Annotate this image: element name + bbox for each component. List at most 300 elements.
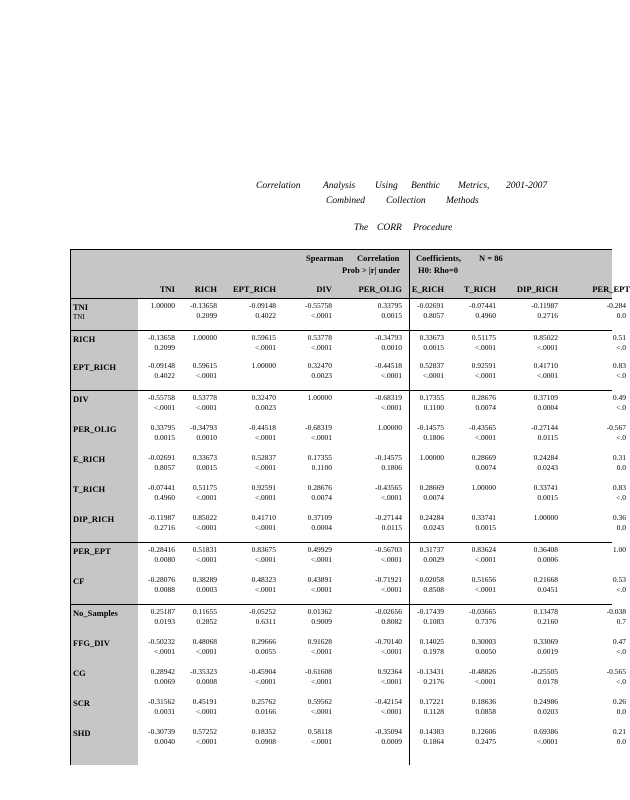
table-cell xyxy=(148,545,175,565)
p-value: <.0001 xyxy=(474,555,496,564)
correlation-value: 0.48323 xyxy=(251,575,276,584)
p-value: 0.0008 xyxy=(196,677,217,686)
p-value: 0.0074 xyxy=(475,463,496,472)
table-cell xyxy=(148,333,175,353)
p-value: 0.0 xyxy=(616,523,626,532)
table-cell xyxy=(472,483,496,493)
row-label: SCR xyxy=(73,698,91,708)
p-value: <.0001 xyxy=(254,433,276,442)
column-header: EPT_RICH xyxy=(233,284,276,294)
table-cell xyxy=(193,453,217,473)
table-cell xyxy=(193,545,217,565)
caption-word: Prob > |r| under xyxy=(342,265,401,275)
title-word: Benthic xyxy=(411,181,441,191)
caption-word: Spearman xyxy=(306,253,344,263)
correlation-value: 1.00000 xyxy=(192,333,217,342)
correlation-value: 0.53778 xyxy=(307,333,332,342)
table-cell xyxy=(534,333,558,353)
table-cell xyxy=(375,637,402,657)
p-value: <.0001 xyxy=(380,707,402,716)
p-value: 0.1100 xyxy=(423,403,444,412)
p-value: 0.0 xyxy=(616,463,626,472)
correlation-value: 0.37109 xyxy=(307,513,332,522)
correlation-value: 0.49929 xyxy=(307,545,332,554)
correlation-value: -0.17439 xyxy=(417,607,444,616)
correlation-value: 0.25187 xyxy=(150,607,175,616)
correlation-value: -0.05252 xyxy=(249,607,276,616)
correlation-value: 0.33795 xyxy=(377,301,402,310)
p-value: 0.0023 xyxy=(311,371,332,380)
correlation-value: -0.34793 xyxy=(375,333,402,342)
correlation-value: -0.13658 xyxy=(148,333,175,342)
row-label: CF xyxy=(73,576,85,586)
correlation-value: 0.83 xyxy=(612,483,626,492)
correlation-value: 0.85022 xyxy=(533,333,558,342)
correlation-value: 0.92591 xyxy=(251,483,276,492)
p-value: <.0 xyxy=(616,493,626,502)
p-value: 0.2716 xyxy=(154,523,175,532)
row-label: No_Samples xyxy=(73,608,118,618)
title-word: CORR xyxy=(377,223,402,233)
p-value: 0.0074 xyxy=(475,403,496,412)
correlation-value: 0.51656 xyxy=(471,575,496,584)
correlation-value: -0.28416 xyxy=(148,545,175,554)
p-value: <.0001 xyxy=(153,647,175,656)
table-cell xyxy=(305,301,332,321)
correlation-value: 0.69386 xyxy=(533,727,558,736)
p-value: 0.0178 xyxy=(537,677,558,686)
table-cell xyxy=(193,607,217,627)
title-word: Correlation xyxy=(256,181,301,191)
p-value: <.0001 xyxy=(536,343,558,352)
correlation-value: 0.43891 xyxy=(307,575,332,584)
p-value: <.0 xyxy=(616,677,626,686)
table-cell xyxy=(472,637,496,657)
table-cell xyxy=(613,575,626,595)
p-value: 0.0115 xyxy=(381,523,402,532)
correlation-value: 0.51831 xyxy=(192,545,217,554)
correlation-value: 0.53 xyxy=(612,575,626,584)
p-value: <.0001 xyxy=(474,433,496,442)
p-value: <.0001 xyxy=(310,433,332,442)
p-value: 0.0019 xyxy=(537,647,558,656)
correlation-value: -0.35323 xyxy=(190,667,217,676)
p-value: 0.2176 xyxy=(423,677,444,686)
table-cell xyxy=(148,393,175,413)
correlation-value: 0.59615 xyxy=(251,333,276,342)
p-value: 0.0029 xyxy=(423,555,444,564)
header-rule xyxy=(70,298,612,299)
column-header: T_RICH xyxy=(463,284,496,294)
correlation-value: -0.61608 xyxy=(305,667,332,676)
correlation-value: 0.01362 xyxy=(307,607,332,616)
table-cell xyxy=(472,393,496,413)
table-cell xyxy=(151,301,175,311)
table-cell xyxy=(375,727,402,747)
correlation-value: 0.91628 xyxy=(307,637,332,646)
table-cell xyxy=(252,697,276,717)
correlation-value: -0.09148 xyxy=(148,361,175,370)
correlation-value: 0.37109 xyxy=(533,393,558,402)
p-value: <.0001 xyxy=(254,555,276,564)
correlation-value: 0.85022 xyxy=(192,513,217,522)
p-value: 0.2160 xyxy=(537,617,558,626)
p-value: 0.0 xyxy=(616,311,626,320)
p-value: 0.0908 xyxy=(255,737,276,746)
correlation-value: -0.038 xyxy=(606,607,626,616)
correlation-value: 0.17221 xyxy=(419,697,444,706)
p-value: 0.0088 xyxy=(154,585,175,594)
correlation-value: -0.02656 xyxy=(375,607,402,616)
p-value: 0.0074 xyxy=(311,493,332,502)
row-label: DIP_RICH xyxy=(73,514,115,524)
correlation-value: 0.92591 xyxy=(471,361,496,370)
table-cell xyxy=(472,727,496,747)
table-cell xyxy=(469,423,496,443)
correlation-value: 0.17355 xyxy=(419,393,444,402)
correlation-value: 0.51175 xyxy=(471,333,496,342)
p-value: 0.8057 xyxy=(423,311,444,320)
p-value: 0.0003 xyxy=(196,585,217,594)
caption-word: H0: Rho=0 xyxy=(418,265,459,275)
p-value: 0.0004 xyxy=(311,523,332,532)
correlation-value: -0.55758 xyxy=(305,301,332,310)
table-cell xyxy=(193,697,217,717)
title-word: Combined xyxy=(326,196,366,206)
table-cell xyxy=(472,697,496,717)
correlation-value: 0.41710 xyxy=(251,513,276,522)
table-cell xyxy=(193,483,217,503)
correlation-value: -0.45904 xyxy=(249,667,276,676)
correlation-value: -0.42154 xyxy=(375,697,402,706)
table-cell xyxy=(534,545,558,565)
p-value: <.0001 xyxy=(310,311,332,320)
correlation-value: 0.31737 xyxy=(419,545,444,554)
table-cell xyxy=(417,667,444,687)
row-label: EPT_RICH xyxy=(73,362,116,372)
p-value: 0.2099 xyxy=(196,311,217,320)
p-value: <.0001 xyxy=(153,403,175,412)
correlation-value: 0.28669 xyxy=(419,483,444,492)
table-cell xyxy=(375,697,402,717)
table-cell xyxy=(375,453,402,473)
column-header: PER_OLIG xyxy=(358,284,402,294)
p-value: 0.0166 xyxy=(255,707,276,716)
correlation-value: 0.33741 xyxy=(533,483,558,492)
table-cell xyxy=(375,361,402,381)
column-header: DIV xyxy=(316,284,332,294)
correlation-value: -0.55758 xyxy=(148,393,175,402)
p-value: 0.0015 xyxy=(154,433,175,442)
correlation-value: -0.31562 xyxy=(148,697,175,706)
correlation-value: -0.567 xyxy=(606,423,626,432)
p-value: 0.0050 xyxy=(475,647,496,656)
p-value: <.0001 xyxy=(254,493,276,502)
table-cell xyxy=(252,333,276,353)
p-value: 0.0193 xyxy=(154,617,175,626)
p-value: <.0001 xyxy=(474,343,496,352)
p-value: 0.2475 xyxy=(475,737,496,746)
correlation-value: 0.12606 xyxy=(471,727,496,736)
table-cell xyxy=(308,545,332,565)
title-word: The xyxy=(354,223,369,233)
table-cell xyxy=(193,637,217,657)
table-cell xyxy=(472,333,496,353)
table-cell xyxy=(469,607,496,627)
correlation-value: 0.29666 xyxy=(251,637,276,646)
correlation-value: 0.21 xyxy=(612,727,626,736)
correlation-value: -0.70140 xyxy=(375,637,402,646)
p-value: 0.7376 xyxy=(475,617,496,626)
p-value: <.0 xyxy=(616,647,626,656)
p-value: 0.0015 xyxy=(381,311,402,320)
p-value: <.0001 xyxy=(195,493,217,502)
table-cell xyxy=(305,667,332,687)
caption-word: Coefficients, xyxy=(416,253,462,263)
correlation-value: 0.52837 xyxy=(251,453,276,462)
table-cell xyxy=(531,667,558,687)
table-cell xyxy=(534,483,558,503)
p-value: <.0001 xyxy=(380,647,402,656)
table-cell xyxy=(252,361,276,371)
correlation-value: 1.00000 xyxy=(150,301,175,310)
table-cell xyxy=(472,545,496,565)
caption-word: N = 86 xyxy=(479,253,503,263)
correlation-value: 0.83675 xyxy=(251,545,276,554)
table-cell xyxy=(420,483,444,503)
table-cell xyxy=(190,667,217,687)
table-cell xyxy=(308,393,332,403)
correlation-value: 0.47 xyxy=(612,637,626,646)
table-cell xyxy=(308,483,332,503)
table-cell xyxy=(613,545,626,555)
table-cell xyxy=(469,667,496,687)
correlation-value: 0.57252 xyxy=(192,727,217,736)
p-value: <.0001 xyxy=(380,677,402,686)
table-cell xyxy=(534,637,558,657)
correlation-value: -0.11987 xyxy=(531,301,558,310)
p-value: 0.0243 xyxy=(423,523,444,532)
correlation-value: 1.00000 xyxy=(251,361,276,370)
p-value: 0.1100 xyxy=(311,463,332,472)
table-cell xyxy=(148,361,175,381)
table-cell xyxy=(252,483,276,503)
table-cell xyxy=(613,483,626,503)
table-cell xyxy=(252,513,276,533)
correlation-value: 0.51 xyxy=(612,333,626,342)
p-value: <.0001 xyxy=(195,523,217,532)
p-value: <.0001 xyxy=(380,493,402,502)
table-cell xyxy=(249,423,276,443)
table-cell xyxy=(190,423,217,443)
group-rule xyxy=(70,390,612,391)
p-value: 0.7 xyxy=(616,617,626,626)
table-cell xyxy=(252,453,276,473)
row-label: RICH xyxy=(73,334,96,344)
correlation-value: -0.71921 xyxy=(375,575,402,584)
p-value: <.0001 xyxy=(195,555,217,564)
correlation-value: 1.00 xyxy=(612,545,626,554)
correlation-value: 0.83 xyxy=(612,361,626,370)
table-cell xyxy=(534,393,558,413)
p-value: 0.0074 xyxy=(423,493,444,502)
table-top-rule xyxy=(70,249,612,250)
row-label: CG xyxy=(73,668,86,678)
p-value: <.0001 xyxy=(310,677,332,686)
p-value: 0.1806 xyxy=(381,463,402,472)
correlation-value: -0.14575 xyxy=(375,453,402,462)
p-value: 0.0010 xyxy=(196,433,217,442)
p-value: 0.0004 xyxy=(537,403,558,412)
table-cell xyxy=(151,607,175,627)
p-value: 0.2716 xyxy=(537,311,558,320)
table-cell xyxy=(308,453,332,473)
table-left-rule xyxy=(70,249,71,765)
table-cell xyxy=(607,667,626,687)
p-value: <.0001 xyxy=(310,343,332,352)
correlation-value: 0.36408 xyxy=(533,545,558,554)
table-cell xyxy=(420,575,444,595)
correlation-value: -0.13658 xyxy=(190,301,217,310)
p-value: 0.2099 xyxy=(154,343,175,352)
correlation-value: -0.44518 xyxy=(375,361,402,370)
p-value: <.0001 xyxy=(254,463,276,472)
table-cell xyxy=(252,545,276,565)
table-cell xyxy=(151,423,175,443)
p-value: 0.0858 xyxy=(475,707,496,716)
table-cell xyxy=(472,453,496,473)
table-cell xyxy=(613,697,626,717)
p-value: 0.0451 xyxy=(537,585,558,594)
correlation-value: 0.48068 xyxy=(192,637,217,646)
table-cell xyxy=(252,393,276,413)
p-value: <.0001 xyxy=(422,371,444,380)
correlation-value: 0.33673 xyxy=(419,333,444,342)
table-cell xyxy=(378,301,402,321)
correlation-value: 0.59615 xyxy=(192,361,217,370)
table-cell xyxy=(375,513,402,533)
table-cell xyxy=(151,667,175,687)
correlation-value: 0.25762 xyxy=(251,697,276,706)
correlation-value: 0.92364 xyxy=(377,667,402,676)
p-value: 0.0009 xyxy=(381,737,402,746)
p-value: <.0001 xyxy=(254,677,276,686)
table-cell xyxy=(472,575,496,595)
table-cell xyxy=(420,637,444,657)
correlation-value: 0.02058 xyxy=(419,575,444,584)
table-cell xyxy=(252,637,276,657)
correlation-value: -0.03665 xyxy=(469,607,496,616)
correlation-value: 1.00000 xyxy=(533,513,558,522)
correlation-value: 0.14025 xyxy=(419,637,444,646)
correlation-value: -0.34793 xyxy=(190,423,217,432)
correlation-value: 0.24284 xyxy=(419,513,444,522)
correlation-value: -0.50232 xyxy=(148,637,175,646)
row-sublabel: TNI xyxy=(73,313,85,321)
correlation-value: -0.35094 xyxy=(375,727,402,736)
p-value: 0.0010 xyxy=(381,343,402,352)
table-cell xyxy=(534,697,558,717)
row-label: TNI xyxy=(73,302,89,312)
table-cell xyxy=(148,697,175,717)
table-cell xyxy=(531,301,558,321)
p-value: 0.4960 xyxy=(154,493,175,502)
p-value: <.0001 xyxy=(536,371,558,380)
p-value: 0.0115 xyxy=(537,433,558,442)
table-cell xyxy=(534,453,558,473)
group-rule xyxy=(70,604,612,605)
correlation-value: 0.59562 xyxy=(307,697,332,706)
table-cell xyxy=(420,361,444,381)
column-header: TNI xyxy=(159,284,175,294)
p-value: 0.0 xyxy=(616,707,626,716)
p-value: 0.0015 xyxy=(475,523,496,532)
p-value: 0.0015 xyxy=(537,493,558,502)
table-cell xyxy=(148,727,175,747)
p-value: <.0001 xyxy=(380,585,402,594)
correlation-value: 0.24986 xyxy=(533,697,558,706)
table-cell xyxy=(613,333,626,353)
table-cell xyxy=(534,361,558,381)
table-cell xyxy=(249,667,276,687)
table-cell xyxy=(308,575,332,595)
correlation-value: 0.51175 xyxy=(192,483,217,492)
title-word: Procedure xyxy=(413,223,453,233)
table-cell xyxy=(148,483,175,503)
correlation-value: -0.565 xyxy=(606,667,626,676)
table-divider-rule xyxy=(409,249,410,765)
p-value: <.0001 xyxy=(380,555,402,564)
table-cell xyxy=(193,513,217,533)
p-value: <.0001 xyxy=(254,343,276,352)
table-cell xyxy=(375,575,402,595)
table-cell xyxy=(417,607,444,627)
p-value: <.0001 xyxy=(474,371,496,380)
table-cell xyxy=(607,607,626,627)
correlation-value: -0.02691 xyxy=(417,301,444,310)
table-cell xyxy=(613,513,626,533)
correlation-value: 0.28676 xyxy=(471,393,496,402)
table-cell xyxy=(305,423,332,443)
correlation-value: -0.43565 xyxy=(469,423,496,432)
table-cell xyxy=(420,393,444,413)
row-label: FFG_DIV xyxy=(73,638,110,648)
table-cell xyxy=(378,667,402,687)
table-cell xyxy=(534,513,558,523)
correlation-value: 0.38289 xyxy=(192,575,217,584)
correlation-value: 0.18352 xyxy=(251,727,276,736)
column-header: DIP_RICH xyxy=(516,284,558,294)
table-cell xyxy=(193,333,217,343)
table-cell xyxy=(375,333,402,353)
correlation-value: 0.18636 xyxy=(471,697,496,706)
table-cell xyxy=(308,513,332,533)
p-value: 0.0023 xyxy=(255,403,276,412)
table-cell xyxy=(249,607,276,627)
p-value: <.0001 xyxy=(380,403,402,412)
table-cell xyxy=(420,545,444,565)
correlation-value: 0.31 xyxy=(612,453,626,462)
table-cell xyxy=(469,301,496,321)
correlation-value: -0.27144 xyxy=(531,423,558,432)
column-header: PER_EPT xyxy=(592,284,630,294)
p-value: <.0001 xyxy=(474,677,496,686)
group-rule xyxy=(70,330,612,331)
correlation-value: 0.32470 xyxy=(307,361,332,370)
table-cell xyxy=(190,301,217,321)
p-value: 0.1806 xyxy=(423,433,444,442)
table-cell xyxy=(252,727,276,747)
